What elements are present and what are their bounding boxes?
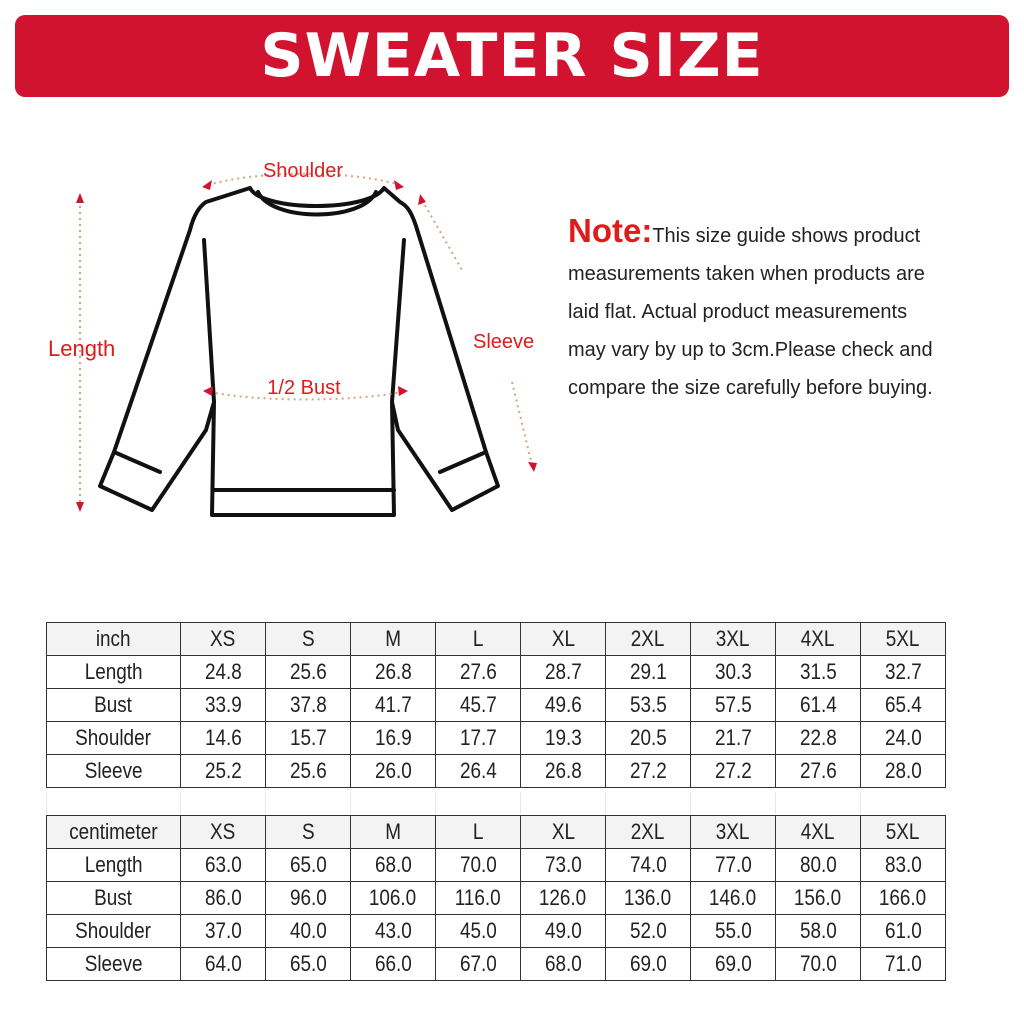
table-cell — [351, 849, 436, 882]
table-separator — [46, 792, 983, 814]
table-row — [47, 656, 946, 689]
length-label: Length — [48, 336, 116, 361]
table-cell — [266, 882, 351, 915]
cell-text: Bust — [94, 692, 133, 717]
table-cell — [691, 722, 776, 755]
cell-text: Shoulder — [75, 918, 152, 943]
cell-text: 25.6 — [289, 758, 327, 783]
measurement-guides — [80, 174, 535, 505]
table-header-cell — [691, 816, 776, 849]
measurement-arrowheads — [76, 180, 537, 512]
table-cell — [47, 689, 181, 722]
table-cell — [181, 722, 266, 755]
table-cell — [521, 882, 606, 915]
table-cell — [606, 948, 691, 981]
sweater-measurement-diagram — [0, 130, 560, 550]
table-cell — [436, 755, 521, 788]
cell-text: 33.9 — [204, 692, 242, 717]
note-line: may vary by up to 3cm.Please check and — [568, 339, 933, 361]
table-header-cell — [436, 623, 521, 656]
cell-text: 28.7 — [544, 659, 582, 684]
cell-text: 65.0 — [289, 951, 327, 976]
table-cell — [861, 689, 946, 722]
table-cell — [351, 915, 436, 948]
table-cell — [436, 722, 521, 755]
cell-text: 70.0 — [799, 951, 837, 976]
separator-column — [690, 792, 775, 814]
note-line: compare the size carefully before buying. — [568, 377, 933, 399]
cell-text: 22.8 — [799, 725, 837, 750]
table-cell — [351, 722, 436, 755]
cell-text: 166.0 — [879, 885, 927, 910]
table-cell — [521, 948, 606, 981]
table-cell — [181, 915, 266, 948]
shoulder-label: Shoulder — [262, 160, 344, 182]
table-header-cell — [47, 623, 181, 656]
cell-text: 68.0 — [374, 852, 412, 877]
table-row — [47, 722, 946, 755]
separator-column — [350, 792, 435, 814]
table-cell — [266, 689, 351, 722]
table-cell — [181, 755, 266, 788]
cell-text: 126.0 — [539, 885, 587, 910]
cell-text: 37.0 — [204, 918, 242, 943]
header-text: 5XL — [886, 819, 920, 844]
table-header-cell — [521, 623, 606, 656]
table-cell — [351, 689, 436, 722]
header-text: L — [472, 819, 484, 844]
cell-text: 52.0 — [629, 918, 667, 943]
table-header-cell — [181, 623, 266, 656]
table-cell — [861, 882, 946, 915]
cell-text: 67.0 — [459, 951, 497, 976]
table-cell — [691, 656, 776, 689]
cell-text: 116.0 — [455, 885, 501, 910]
cell-text: Sleeve — [84, 758, 143, 783]
table-cell — [436, 948, 521, 981]
cell-text: 57.5 — [714, 692, 752, 717]
table-row — [47, 755, 946, 788]
cell-text: 27.6 — [799, 758, 837, 783]
table-header-cell — [861, 816, 946, 849]
cell-text: 19.3 — [544, 725, 582, 750]
table-cell — [47, 849, 181, 882]
cell-text: 30.3 — [714, 659, 752, 684]
cell-text: 26.4 — [459, 758, 497, 783]
table-header-cell — [47, 816, 181, 849]
table-cell — [266, 849, 351, 882]
table-cell — [436, 656, 521, 689]
table-cell — [266, 755, 351, 788]
table-cell — [47, 656, 181, 689]
table-cell — [47, 915, 181, 948]
cell-text: 74.0 — [629, 852, 667, 877]
table-cell — [521, 689, 606, 722]
header-text: 3XL — [716, 819, 750, 844]
cell-text: 25.2 — [204, 758, 242, 783]
table-cell — [606, 915, 691, 948]
header-text: 4XL — [801, 626, 835, 651]
table-cell — [861, 656, 946, 689]
separator-column — [605, 792, 690, 814]
cell-text: 73.0 — [544, 852, 582, 877]
separator-column — [860, 792, 945, 814]
note-line: This size guide shows product — [652, 225, 921, 247]
table-cell — [776, 882, 861, 915]
cell-text: 40.0 — [289, 918, 327, 943]
cell-text: 106.0 — [369, 885, 417, 910]
table-header-cell — [606, 623, 691, 656]
table-header-cell — [436, 816, 521, 849]
table-cell — [266, 656, 351, 689]
table-header-cell — [861, 623, 946, 656]
cell-text: 14.6 — [204, 725, 242, 750]
cell-text: 26.0 — [374, 758, 412, 783]
cell-text: 53.5 — [629, 692, 667, 717]
cell-text: 27.2 — [629, 758, 667, 783]
cell-text: 61.0 — [884, 918, 922, 943]
cell-text: 69.0 — [714, 951, 752, 976]
cell-text: 80.0 — [799, 852, 837, 877]
cell-text: 15.7 — [289, 725, 327, 750]
table-cell — [436, 849, 521, 882]
table-cell — [47, 755, 181, 788]
table-cell — [266, 722, 351, 755]
cell-text: 28.0 — [884, 758, 922, 783]
table-cell — [861, 849, 946, 882]
table-cell — [606, 882, 691, 915]
table-header-row — [47, 816, 946, 849]
cell-text: 26.8 — [544, 758, 582, 783]
cell-text: 45.7 — [459, 692, 497, 717]
cell-text: 156.0 — [794, 885, 842, 910]
cell-text: 64.0 — [204, 951, 242, 976]
table-header-row — [47, 623, 946, 656]
table-cell — [691, 755, 776, 788]
header-text: XL — [551, 819, 575, 844]
table-cell — [691, 689, 776, 722]
table-cell — [436, 882, 521, 915]
cell-text: 17.7 — [459, 725, 497, 750]
cell-text: 45.0 — [459, 918, 497, 943]
table-cell — [776, 656, 861, 689]
note-line: measurements taken when products are — [568, 263, 925, 285]
header-text: M — [385, 819, 401, 844]
separator-column — [775, 792, 860, 814]
cell-text: 71.0 — [884, 951, 922, 976]
cell-text: 55.0 — [714, 918, 752, 943]
table-row — [47, 915, 946, 948]
sweater-outline — [100, 188, 498, 515]
table-cell — [521, 849, 606, 882]
table-header-cell — [521, 816, 606, 849]
table-cell — [521, 656, 606, 689]
header-text: S — [301, 819, 315, 844]
separator-column — [265, 792, 350, 814]
table-header-cell — [776, 623, 861, 656]
header-text: inch — [96, 626, 131, 651]
sleeve-label: Sleeve — [473, 331, 535, 353]
cell-text: 83.0 — [884, 852, 922, 877]
cell-text: 65.4 — [884, 692, 922, 717]
table-cell — [436, 915, 521, 948]
table-header-cell — [351, 816, 436, 849]
table-cell — [861, 915, 946, 948]
table-row — [47, 882, 946, 915]
table-cell — [861, 948, 946, 981]
cell-text: 86.0 — [204, 885, 242, 910]
separator-column — [180, 792, 265, 814]
cell-text: Shoulder — [75, 725, 152, 750]
table-cell — [521, 722, 606, 755]
note-line: laid flat. Actual product measurements — [568, 301, 908, 323]
header-text: XS — [210, 626, 236, 651]
table-cell — [521, 755, 606, 788]
cell-text: 25.6 — [289, 659, 327, 684]
separator-column — [46, 792, 180, 814]
cell-text: 21.7 — [714, 725, 752, 750]
cell-text: 61.4 — [799, 692, 837, 717]
table-cell — [776, 915, 861, 948]
cell-text: 70.0 — [459, 852, 497, 877]
header-text: XS — [210, 819, 236, 844]
table-header-cell — [606, 816, 691, 849]
table-cell — [691, 849, 776, 882]
size-note — [568, 212, 1008, 407]
table-cell — [521, 915, 606, 948]
table-header-cell — [351, 623, 436, 656]
header-text: 5XL — [886, 626, 920, 651]
cell-text: Length — [84, 852, 143, 877]
cell-text: 65.0 — [289, 852, 327, 877]
table-cell — [691, 948, 776, 981]
cell-text: 66.0 — [374, 951, 412, 976]
cell-text: 63.0 — [204, 852, 242, 877]
table-cell — [181, 948, 266, 981]
page-title: SWEATER SIZE — [260, 21, 764, 91]
cell-text: 43.0 — [374, 918, 412, 943]
cell-text: 31.5 — [799, 659, 837, 684]
header-text: L — [472, 626, 484, 651]
table-cell — [606, 755, 691, 788]
table-cell — [266, 915, 351, 948]
separator-column — [435, 792, 520, 814]
cell-text: Sleeve — [84, 951, 143, 976]
note-heading: Note: — [568, 212, 653, 249]
cell-text: 96.0 — [289, 885, 327, 910]
table-cell — [776, 849, 861, 882]
cell-text: 146.0 — [709, 885, 757, 910]
header-text: S — [301, 626, 315, 651]
table-cell — [776, 689, 861, 722]
table-cell — [436, 689, 521, 722]
separator-column — [520, 792, 605, 814]
table-row — [47, 849, 946, 882]
header-text: M — [385, 626, 401, 651]
cell-text: 77.0 — [714, 852, 752, 877]
table-cell — [47, 882, 181, 915]
table-cell — [606, 849, 691, 882]
cell-text: Length — [84, 659, 143, 684]
table-cell — [181, 849, 266, 882]
table-cell — [861, 755, 946, 788]
table-cell — [351, 882, 436, 915]
cell-text: 69.0 — [629, 951, 667, 976]
size-table-centimeter — [46, 815, 946, 981]
cell-text: 68.0 — [544, 951, 582, 976]
table-cell — [606, 722, 691, 755]
header-text: centimeter — [69, 819, 158, 844]
table-cell — [181, 656, 266, 689]
cell-text: 20.5 — [629, 725, 667, 750]
table-cell — [47, 948, 181, 981]
cell-text: 26.8 — [374, 659, 412, 684]
cell-text: 41.7 — [374, 692, 412, 717]
header-text: XL — [551, 626, 575, 651]
table-row — [47, 948, 946, 981]
table-header-cell — [181, 816, 266, 849]
cell-text: 24.0 — [884, 725, 922, 750]
table-cell — [691, 915, 776, 948]
title-banner — [15, 15, 1009, 97]
cell-text: 37.8 — [289, 692, 327, 717]
header-text: 3XL — [716, 626, 750, 651]
table-cell — [776, 948, 861, 981]
table-cell — [861, 722, 946, 755]
header-text: 2XL — [631, 819, 665, 844]
table-cell — [47, 722, 181, 755]
cell-text: 29.1 — [629, 659, 667, 684]
cell-text: 58.0 — [799, 918, 837, 943]
table-cell — [181, 689, 266, 722]
table-header-cell — [266, 816, 351, 849]
table-header-cell — [691, 623, 776, 656]
cell-text: 24.8 — [204, 659, 242, 684]
table-cell — [606, 656, 691, 689]
table-cell — [776, 722, 861, 755]
table-cell — [351, 948, 436, 981]
cell-text: 16.9 — [374, 725, 412, 750]
header-text: 2XL — [631, 626, 665, 651]
cell-text: Bust — [94, 885, 133, 910]
cell-text: 27.2 — [714, 758, 752, 783]
cell-text: 136.0 — [624, 885, 672, 910]
table-cell — [691, 882, 776, 915]
size-table-inch — [46, 622, 946, 788]
cell-text: 49.0 — [544, 918, 582, 943]
cell-text: 32.7 — [884, 659, 922, 684]
table-row — [47, 689, 946, 722]
table-header-cell — [776, 816, 861, 849]
bust-label: 1/2 Bust — [267, 377, 341, 399]
table-cell — [351, 755, 436, 788]
table-cell — [776, 755, 861, 788]
table-cell — [351, 656, 436, 689]
cell-text: 27.6 — [459, 659, 497, 684]
table-cell — [266, 948, 351, 981]
table-cell — [181, 882, 266, 915]
table-cell — [606, 689, 691, 722]
cell-text: 49.6 — [544, 692, 582, 717]
header-text: 4XL — [801, 819, 835, 844]
table-header-cell — [266, 623, 351, 656]
